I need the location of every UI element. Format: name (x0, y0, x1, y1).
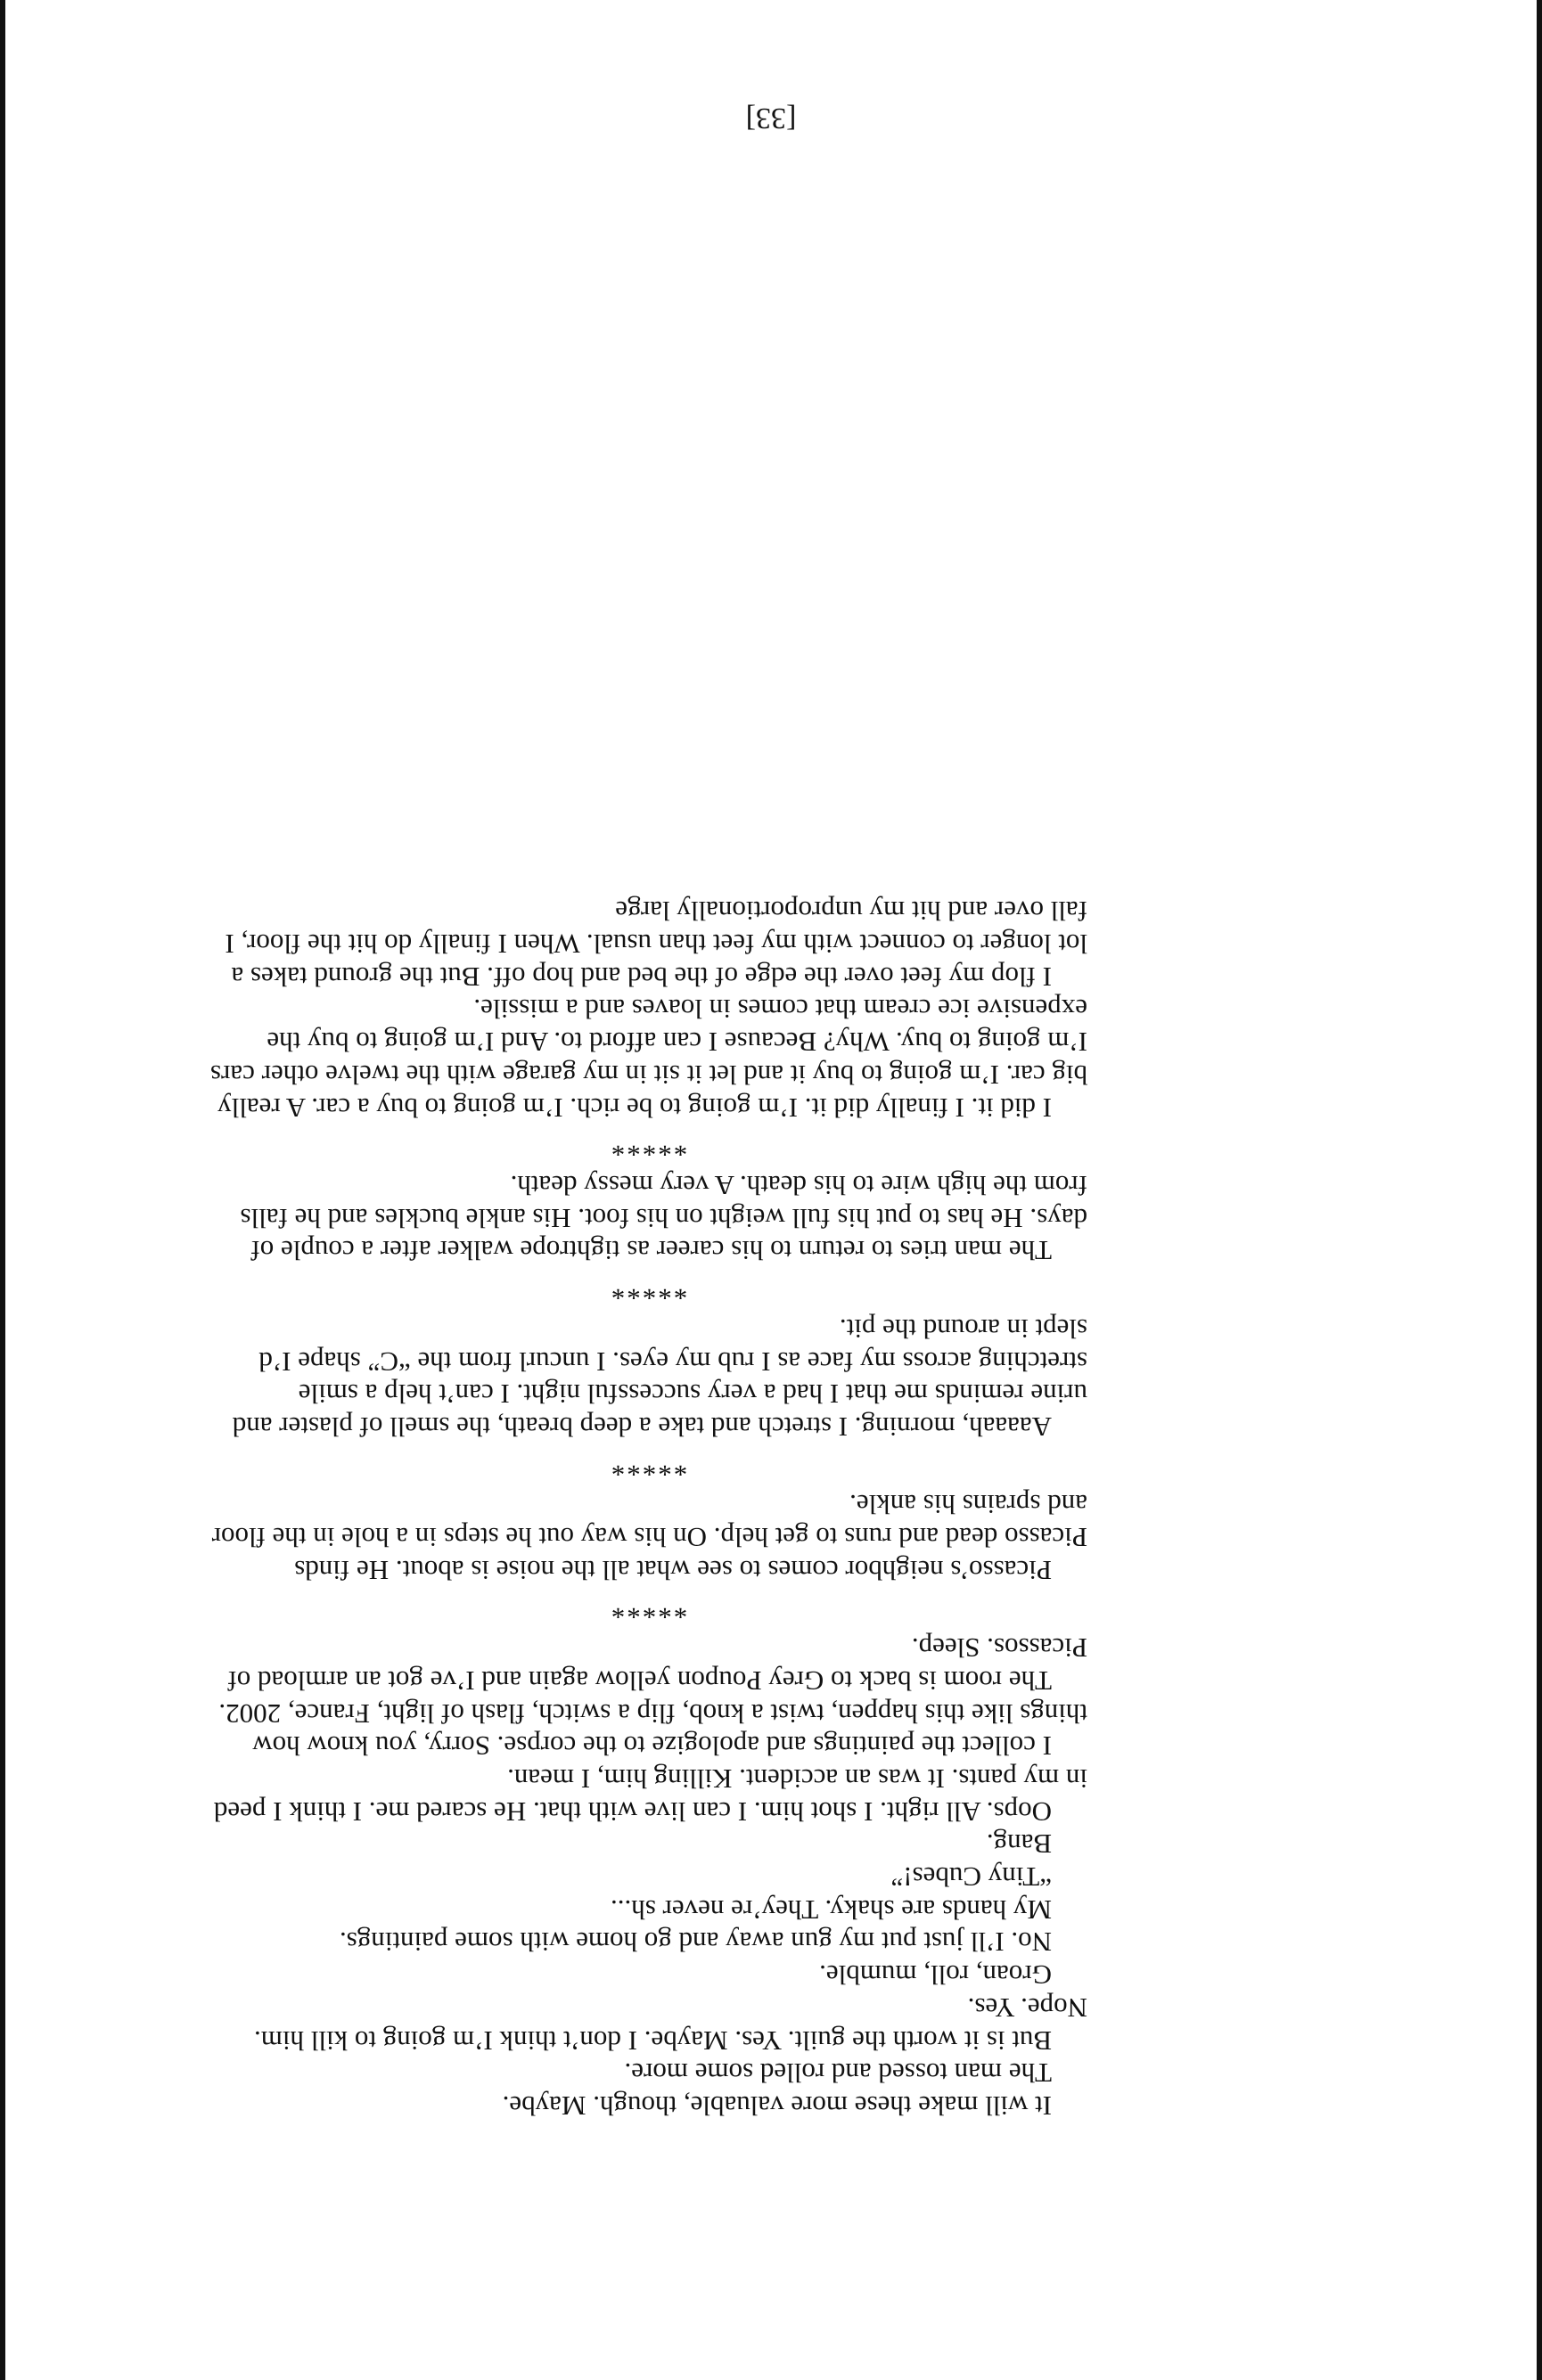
paragraph: Aaaaah, morning. I stretch and take a deep breath, the smell of plaster and urine reminds me that I had a very successful night. I can’t help a smile stretching across my face as I rub my eyes. I uncurl from the “C” shape I’d slept in around the pit. (232, 1313, 1087, 1443)
paragraph: No. I’ll just put my gun away and go home with some paintings. (339, 1926, 1052, 1959)
paragraph: Bang. (986, 1828, 1052, 1861)
paragraph: Oops. All right. I shot him. I can live with that. He scared me. I think I peed in my pants. It was an accident. Killing him, I mean. (213, 1763, 1087, 1828)
section-separator: ***** (609, 1451, 688, 1483)
paragraph: The man tries to return to his career as tightrope walker after a couple of days. He has to put his full weight on his foot. His ankle buckles and he falls from the high wire to his death. A very messy death. (240, 1170, 1087, 1267)
paragraph: I flop my feet over the edge of the bed and hop off. But the ground takes a lot longer to connect with my feet than usual. When I finally do hit the floor, I fall over and hit my unproportionally large (225, 896, 1087, 993)
paragraph: The room is back to Grey Poupon yellow again and I’ve got an armload of Picassos. Sleep. (227, 1632, 1087, 1697)
paragraph: Picasso’s neighbor comes to see what all the noise is about. He finds Picasso dead and runs to get help. On his way out he steps in a hole in the floor and sprains his ankle. (211, 1489, 1087, 1586)
paragraph: “Tiny Cubes!” (890, 1861, 1052, 1893)
body-text (209, 895, 1087, 2122)
paragraph: I did it. I finally did it. I’m going to be rich. I’m going to buy a car. A really big car. I’m going to buy it and let it sit in my garage with the twelve other cars I’m going to buy. Why? Because I can afford to. And I’m going to buy the expensive ice cream that comes in loaves and a missile. (209, 994, 1087, 1124)
section-separator: ***** (609, 1275, 688, 1307)
paragraph: The man tossed and rolled some more. (624, 2057, 1052, 2090)
paragraph: My hands are shaky. They’re never sh... (611, 1893, 1052, 1926)
paragraph: It will make these more valuable, though. Maybe. (502, 2090, 1052, 2122)
page-number: [33] (745, 102, 797, 135)
section-separator: ***** (609, 1594, 688, 1626)
paragraph: Groan, roll, mumble. (819, 1959, 1052, 1992)
paragraph: But is it worth the guilt. Yes. Maybe. I don’t think I’m going to kill him. Nope. Yes. (254, 1992, 1087, 2057)
section-separator: ***** (609, 1132, 688, 1164)
paragraph: I collect the paintings and apologize to the corpse. Sorry, you know how things like this happen, twist a knob, flip a switch, flash of light, France, 2002. (218, 1697, 1087, 1763)
